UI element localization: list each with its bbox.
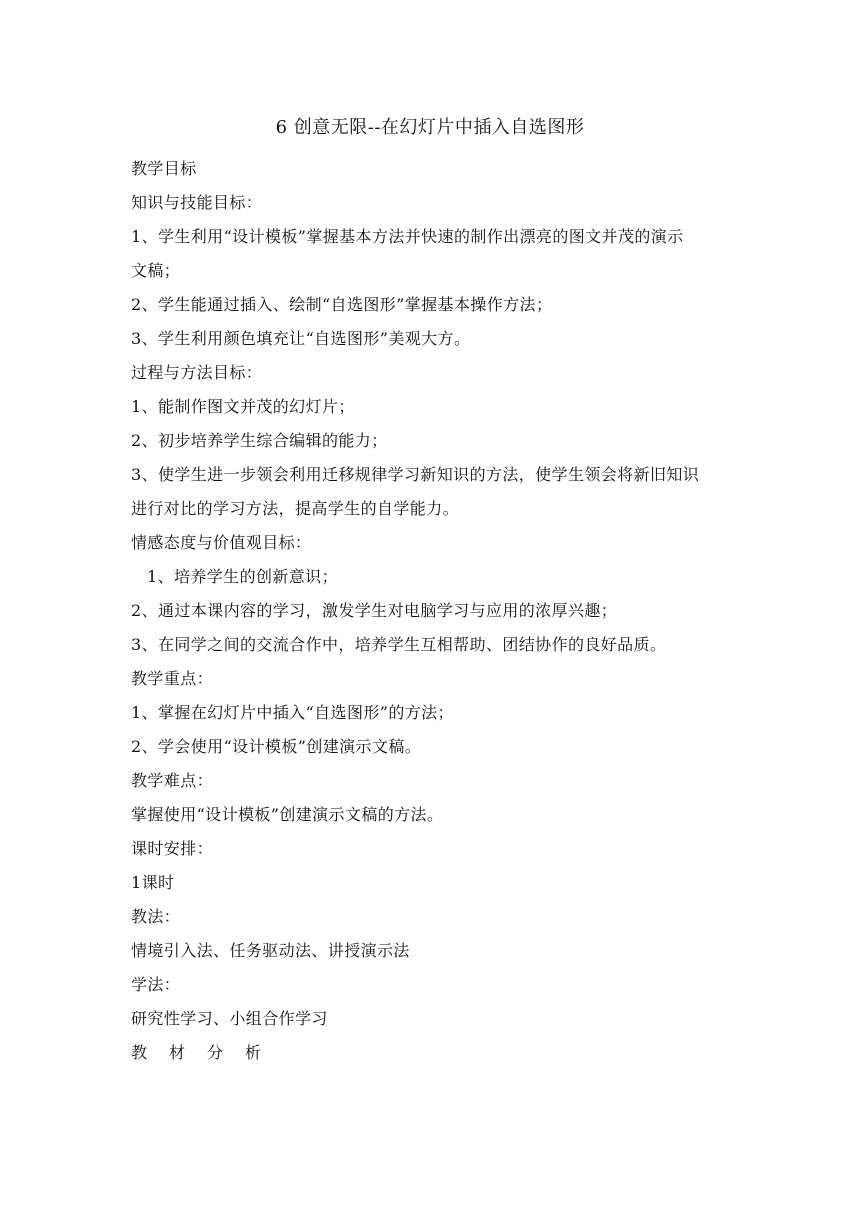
text-line: 2、学会使用“设计模板”创建演示文稿。 — [131, 737, 422, 756]
subsection-heading: 知识与技能目标： — [131, 193, 263, 212]
text-line: 掌握使用“设计模板”创建演示文稿的方法。 — [131, 805, 444, 824]
text-line: 进行对比的学习方法，提高学生的自学能力。 — [131, 499, 460, 518]
subsection-heading: 过程与方法目标： — [131, 363, 263, 382]
section-heading: 教学难点： — [131, 771, 214, 790]
section-heading: 教法： — [131, 907, 181, 926]
section-heading: 课时安排： — [131, 839, 214, 858]
text-line: 1、学生利用“设计模板”掌握基本方法并快速的制作出漂亮的图文并茂的演示 — [131, 227, 684, 246]
text-line: 1、能制作图文并茂的幻灯片； — [131, 397, 355, 416]
text-line: 2、通过本课内容的学习，激发学生对电脑学习与应用的浓厚兴趣； — [131, 601, 618, 620]
text-line: 1、培养学生的创新意识； — [147, 567, 338, 586]
text-line: 1、掌握在幻灯片中插入“自选图形”的方法； — [131, 703, 454, 722]
text-line: 2、初步培养学生综合编辑的能力； — [131, 431, 388, 450]
document-body — [131, 152, 751, 1070]
document-title: 6 创意无限--在幻灯片中插入自选图形 — [275, 117, 585, 138]
section-heading: 学法： — [131, 975, 181, 994]
text-line: 3、使学生进一步领会利用迁移规律学习新知识的方法，使学生领会将新旧知识 — [131, 465, 700, 484]
section-heading: 教材分析 — [131, 1043, 284, 1062]
text-line: 3、在同学之间的交流合作中，培养学生互相帮助、团结协作的良好品质。 — [131, 635, 667, 654]
section-heading: 教学重点： — [131, 669, 214, 688]
text-line: 研究性学习、小组合作学习 — [131, 1009, 328, 1028]
text-line: 1课时 — [131, 873, 175, 892]
subsection-heading: 情感态度与价值观目标： — [131, 533, 312, 552]
text-line: 情境引入法、任务驱动法、讲授演示法 — [131, 941, 410, 960]
text-line: 文稿； — [131, 261, 181, 280]
section-heading: 教学目标 — [131, 159, 197, 178]
text-line: 2、学生能通过插入、绘制“自选图形”掌握基本操作方法； — [131, 295, 553, 314]
text-line: 3、学生利用颜色填充让“自选图形”美观大方。 — [131, 329, 471, 348]
